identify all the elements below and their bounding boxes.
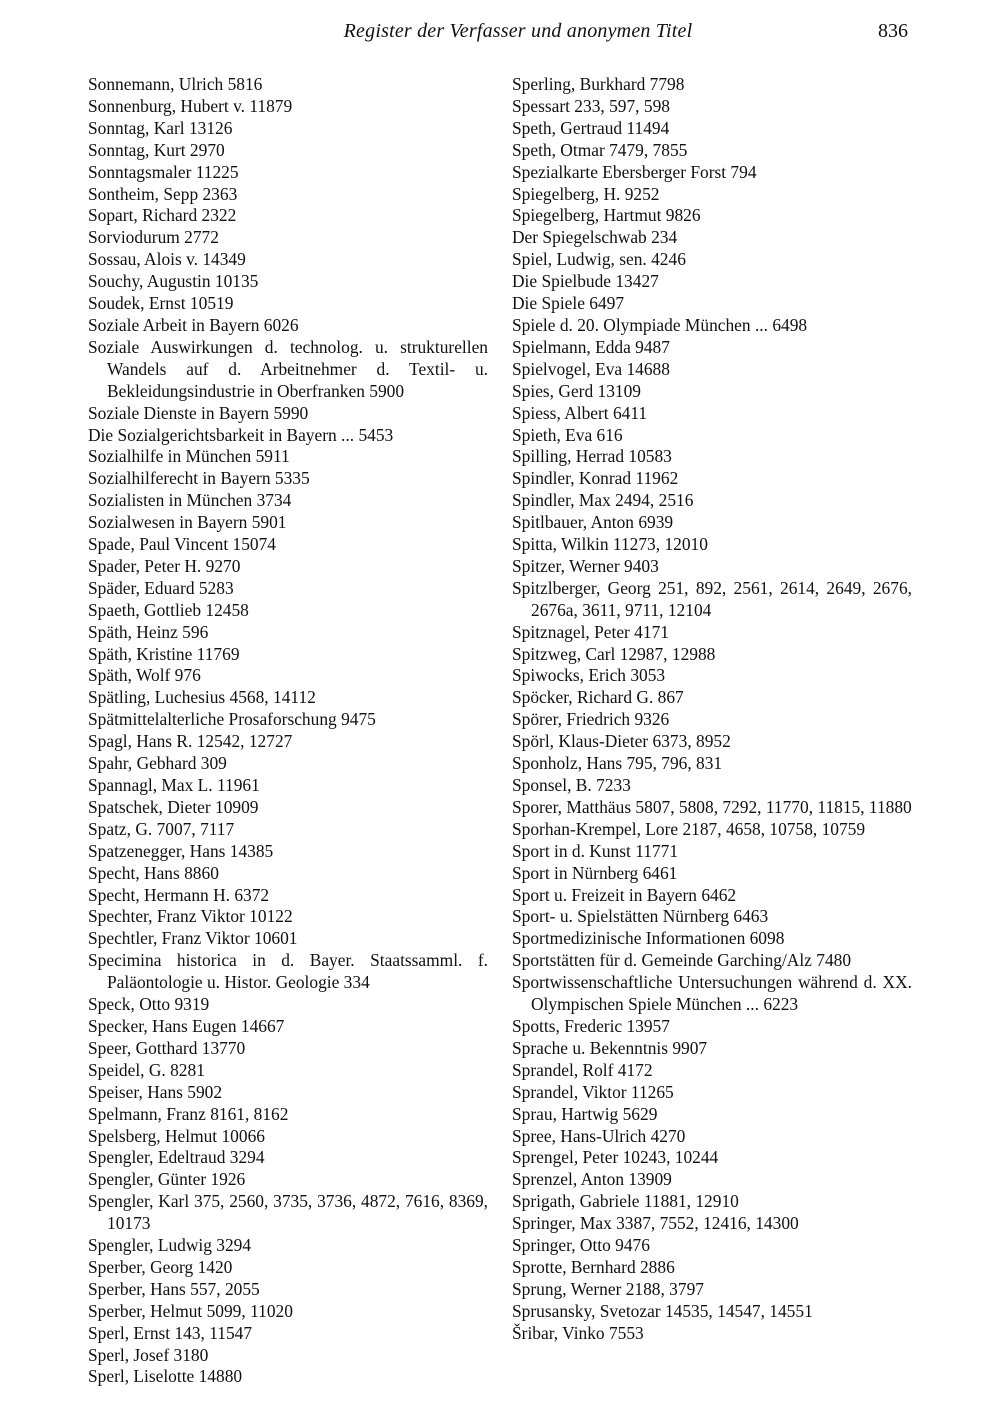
index-entry: Spezialkarte Ebersberger Forst 794 — [512, 161, 757, 182]
index-entry: Die Spiele 6497 — [512, 293, 625, 314]
page-number: 836 — [878, 20, 908, 42]
index-entry: Spengler, Edeltraud 3294 — [88, 1147, 265, 1168]
index-entry: Spindler, Max 2494, 2516 — [512, 490, 694, 511]
index-entry: Soziale Auswirkungen d. technolog. u. strukturellen Wandels auf d. Arbeitnehmer d. Textil- u. Bekleidungsindustrie in Oberfranken 5900 — [88, 336, 488, 401]
index-entry: Spindler, Konrad 11962 — [512, 468, 679, 489]
index-entry: Speth, Gertraud 11494 — [512, 117, 670, 138]
index-entry: Spengler, Günter 1926 — [88, 1169, 246, 1190]
index-entry: Sport in d. Kunst 11771 — [512, 840, 679, 861]
index-entry: Späth, Wolf 976 — [88, 665, 201, 686]
index-entry: Sperl, Josef 3180 — [88, 1344, 209, 1365]
index-entry: Die Spielbude 13427 — [512, 271, 659, 292]
index-entry: Sprusansky, Svetozar 14535, 14547, 14551 — [512, 1300, 813, 1321]
index-entry: Speth, Otmar 7479, 7855 — [512, 139, 688, 160]
index-entry: Sport u. Freizeit in Bayern 6462 — [512, 884, 737, 905]
index-entry: Springer, Max 3387, 7552, 12416, 14300 — [512, 1213, 799, 1234]
index-entry: Spree, Hans-Ulrich 4270 — [512, 1125, 686, 1146]
index-entry: Spotts, Frederic 13957 — [512, 1015, 670, 1036]
index-entry: Späth, Heinz 596 — [88, 621, 209, 642]
index-entry: Soziale Arbeit in Bayern 6026 — [88, 314, 299, 335]
index-entry: Spilling, Herrad 10583 — [512, 446, 672, 467]
index-entry: Spengler, Karl 375, 2560, 3735, 3736, 4872, 7616, 8369, 10173 — [88, 1191, 488, 1234]
index-entry: Sprau, Hartwig 5629 — [512, 1103, 658, 1124]
index-entry: Spörer, Friedrich 9326 — [512, 709, 670, 730]
index-entry: Spies, Gerd 13109 — [512, 380, 641, 401]
index-entry: Sperber, Georg 1420 — [88, 1256, 233, 1277]
index-entry: Spagl, Hans R. 12542, 12727 — [88, 731, 293, 752]
index-entry: Spiegelberg, Hartmut 9826 — [512, 205, 701, 226]
index-entry: Speer, Gotthard 13770 — [88, 1037, 246, 1058]
index-entry: Sporhan-Krempel, Lore 2187, 4658, 10758, 10759 — [512, 818, 866, 839]
index-entry: Die Sozialgerichtsbarkeit in Bayern ... 5453 — [88, 424, 394, 445]
index-entry: Spieth, Eva 616 — [512, 424, 623, 445]
index-entry: Sozialhilfe in München 5911 — [88, 446, 290, 467]
index-entry: Specker, Hans Eugen 14667 — [88, 1015, 285, 1036]
index-column-left — [88, 74, 488, 1388]
index-entry: Sprengel, Peter 10243, 10244 — [512, 1147, 719, 1168]
index-entry: Spahr, Gebhard 309 — [88, 753, 227, 774]
index-entry: Sportstätten für d. Gemeinde Garching/Alz 7480 — [512, 950, 852, 971]
index-entry: Sport- u. Spielstätten Nürnberg 6463 — [512, 906, 769, 927]
index-entry: Sportwissenschaftliche Untersuchungen während d. XX. Olympischen Spiele München ... 6223 — [512, 972, 912, 1015]
index-entry: Spechter, Franz Viktor 10122 — [88, 906, 293, 927]
index-entry: Sponholz, Hans 795, 796, 831 — [512, 753, 723, 774]
index-entry: Späder, Eduard 5283 — [88, 577, 234, 598]
index-entry: Spade, Paul Vincent 15074 — [88, 534, 276, 555]
index-entry: Spiwocks, Erich 3053 — [512, 665, 666, 686]
index-entry: Spitzlberger, Georg 251, 892, 2561, 2614, 2649, 2676, 2676a, 3611, 9711, 12104 — [512, 577, 912, 620]
index-entry: Sprache u. Bekenntnis 9907 — [512, 1037, 708, 1058]
index-entry: Spatzenegger, Hans 14385 — [88, 840, 274, 861]
index-entry: Sportmedizinische Informationen 6098 — [512, 928, 785, 949]
index-entry: Spöcker, Richard G. 867 — [512, 687, 684, 708]
index-entry: Specht, Hans 8860 — [88, 862, 219, 883]
index-entry: Sonntagsmaler 11225 — [88, 161, 239, 182]
index-entry: Spechtler, Franz Viktor 10601 — [88, 928, 298, 949]
index-entry: Sonnenburg, Hubert v. 11879 — [88, 95, 293, 116]
index-entry: Specimina historica in d. Bayer. Staatssamml. f. Paläontologie u. Histor. Geologie 334 — [88, 950, 488, 993]
index-entry: Spörl, Klaus-Dieter 6373, 8952 — [512, 731, 731, 752]
index-entry: Šribar, Vinko 7553 — [512, 1322, 644, 1343]
index-entry: Sopart, Richard 2322 — [88, 205, 237, 226]
index-entry: Speiser, Hans 5902 — [88, 1081, 223, 1102]
index-entry: Souchy, Augustin 10135 — [88, 271, 259, 292]
index-entry: Spiele d. 20. Olympiade München ... 6498 — [512, 314, 808, 335]
index-entry: Speck, Otto 9319 — [88, 994, 210, 1015]
index-entry: Spitzer, Werner 9403 — [512, 555, 659, 576]
index-entry: Spielmann, Edda 9487 — [512, 336, 670, 357]
index-entry: Sorviodurum 2772 — [88, 227, 219, 248]
index-entry: Spitlbauer, Anton 6939 — [512, 512, 674, 533]
index-entry: Sperling, Burkhard 7798 — [512, 74, 685, 94]
index-entry: Sprenzel, Anton 13909 — [512, 1169, 672, 1190]
index-entry: Sprigath, Gabriele 11881, 12910 — [512, 1191, 739, 1212]
index-entry: Spaeth, Gottlieb 12458 — [88, 599, 249, 620]
index-entry: Sporer, Matthäus 5807, 5808, 7292, 11770, 11815, 11880 — [512, 796, 912, 817]
index-entry: Springer, Otto 9476 — [512, 1235, 650, 1256]
index-entry: Spannagl, Max L. 11961 — [88, 775, 260, 795]
index-entry: Sossau, Alois v. 14349 — [88, 249, 246, 270]
index-entry: Spitta, Wilkin 11273, 12010 — [512, 534, 708, 555]
index-entry: Sperl, Liselotte 14880 — [88, 1366, 243, 1387]
index-entry: Der Spiegelschwab 234 — [512, 227, 678, 248]
index-entry: Sport in Nürnberg 6461 — [512, 862, 678, 883]
index-entry: Sonnemann, Ulrich 5816 — [88, 74, 263, 94]
index-entry: Spitzweg, Carl 12987, 12988 — [512, 643, 716, 664]
index-entry: Sprotte, Bernhard 2886 — [512, 1256, 675, 1277]
index-entry: Spitznagel, Peter 4171 — [512, 621, 669, 642]
index-entry: Sperber, Helmut 5099, 11020 — [88, 1300, 293, 1321]
index-entry: Soziale Dienste in Bayern 5990 — [88, 402, 309, 423]
index-entry: Spiegelberg, H. 9252 — [512, 183, 660, 204]
index-entry: Spessart 233, 597, 598 — [512, 95, 670, 116]
index-entry: Sozialwesen in Bayern 5901 — [88, 512, 287, 533]
index-entry: Sonntag, Karl 13126 — [88, 117, 233, 138]
running-title: Register der Verfasser und anonymen Titel — [343, 20, 693, 42]
index-entry: Sperl, Ernst 143, 11547 — [88, 1322, 253, 1343]
index-entry: Spätmittelalterliche Prosaforschung 9475 — [88, 709, 376, 730]
index-entry: Sponsel, B. 7233 — [512, 775, 631, 795]
index-entry: Spengler, Ludwig 3294 — [88, 1235, 252, 1256]
page-header — [88, 20, 908, 50]
index-entry: Sprandel, Rolf 4172 — [512, 1059, 653, 1080]
index-entry: Sprandel, Viktor 11265 — [512, 1081, 674, 1102]
index-entry: Spatz, G. 7007, 7117 — [88, 818, 235, 839]
index-entry: Sontheim, Sepp 2363 — [88, 183, 238, 204]
index-entry: Spiess, Albert 6411 — [512, 402, 648, 423]
index-entry: Spatschek, Dieter 10909 — [88, 796, 259, 817]
index-entry: Spelsberg, Helmut 10066 — [88, 1125, 265, 1146]
index-entry: Sprung, Werner 2188, 3797 — [512, 1278, 704, 1299]
index-entry: Spiel, Ludwig, sen. 4246 — [512, 249, 686, 270]
index-entry: Spielvogel, Eva 14688 — [512, 358, 670, 379]
index-entry: Spätling, Luchesius 4568, 14112 — [88, 687, 316, 708]
index-entry: Spader, Peter H. 9270 — [88, 555, 241, 576]
index-entry: Sozialisten in München 3734 — [88, 490, 292, 511]
index-entry: Spelmann, Franz 8161, 8162 — [88, 1103, 289, 1124]
index-entry: Soudek, Ernst 10519 — [88, 293, 234, 314]
index-entry: Sperber, Hans 557, 2055 — [88, 1278, 260, 1299]
index-entry: Specht, Hermann H. 6372 — [88, 884, 270, 905]
index-entry: Sonntag, Kurt 2970 — [88, 139, 225, 160]
index-entry: Speidel, G. 8281 — [88, 1059, 205, 1080]
index-column-right — [512, 74, 912, 1345]
index-entry: Sozialhilferecht in Bayern 5335 — [88, 468, 310, 489]
index-entry: Späth, Kristine 11769 — [88, 643, 240, 664]
